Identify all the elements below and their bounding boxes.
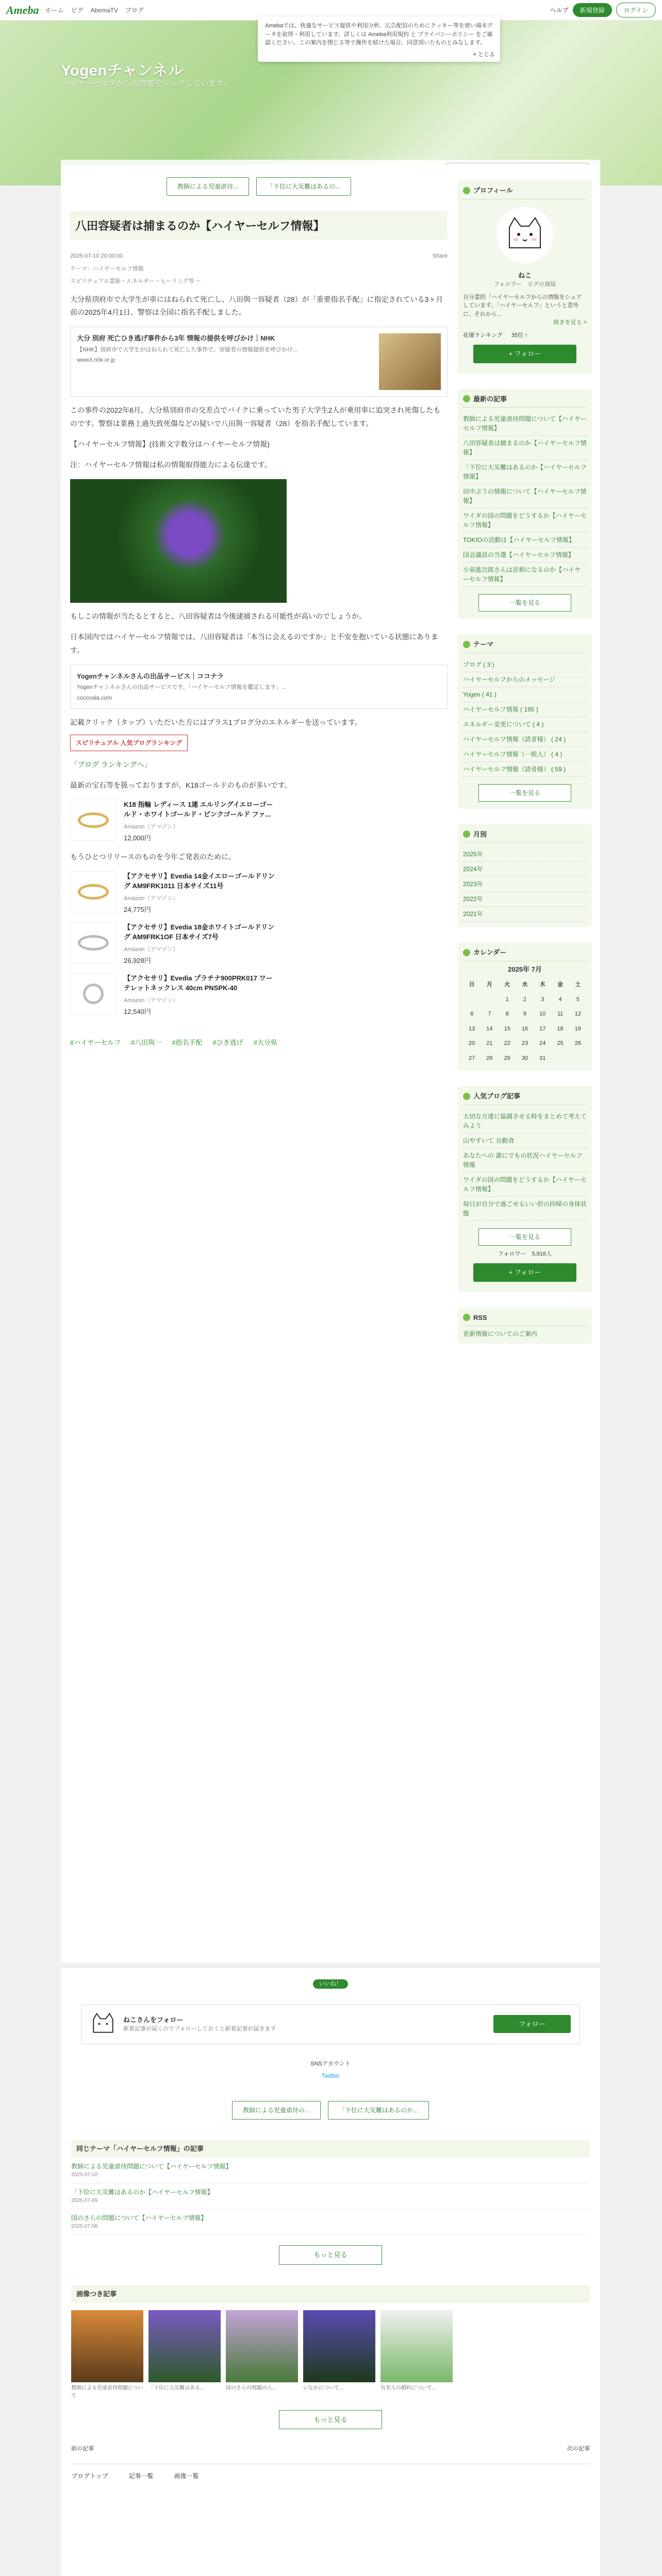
profile-name[interactable]: ねこ [518,271,532,279]
leaf-icon [463,831,470,838]
main-panel [61,165,600,1963]
paragraph: この事件の2022年6月、大分県別府市の交差点でバイクに乗っていた男子大学生2人が乗用車に追突され死傷したものです。警察は業務上過失致死傷などの疑いで八田與一容疑者（28）を指名手配しています。 [70,406,441,428]
related-entry[interactable]: 教師による児童虐待問題について【ハイヤーセルフ情報】 2025-07-10 [71,2158,590,2183]
profile-desc: 自分霊的「ハイヤーセルフからの情報をシェアしています。「ハイヤーセルフ」というと意外に、それから... [463,294,582,317]
login-button[interactable]: ログイン [616,3,656,18]
related-more-button[interactable]: もっと見る [279,2245,382,2265]
card-title: 大分 別府 死亡ひき逃げ事件から3年 情報の提供を呼びかけ｜NHK [77,334,275,343]
profile-more-link[interactable]: 続きを見る > [553,319,587,326]
entry-theme[interactable]: テーマ：ハイヤーセルフ情報 [70,265,144,272]
hashtag[interactable]: #指名手配 [172,1038,203,1046]
recent-entry-link[interactable]: TOKIOの活動は【ハイヤーセルフ情報】 [463,533,587,548]
like-button[interactable]: いいね！ [313,1979,348,1989]
topnav-pigg[interactable]: ピグ [71,6,84,14]
recent-entry-link[interactable]: 国会議員の当選【ハイヤーセルフ情報】 [463,548,587,563]
paragraph: もうひとつリリースのものを今年ご発表のために。 [70,852,236,861]
theme-link[interactable]: ハイヤーセルフからのメッセージ [463,672,587,687]
prev-entry-button[interactable]: 教師による児童虐待... [167,177,249,196]
calendar-title: 2025年 7月 [508,965,542,973]
card-sub: Yogenチャンネルさんの出品サービスです。「ハイヤーセルフ情報を鑑定します」... [77,684,287,691]
next-page-link[interactable]: 次の記事 [567,2446,590,2452]
register-button[interactable]: 新規登録 [573,3,612,17]
calendar-table: 日 月 火 水 木 金 土 1 2 3 4 5 6 7 8 9 10 11 12 13 14 15 16 17 18 19 20 21 22 23 24 25 26 27 28 29 30 31 [469,981,581,1061]
recent-entry-link[interactable]: 「下位に大災難はあるのか【ハイヤーセルフ情報】 [463,460,587,484]
follow-button-bottom[interactable]: + フォロー [473,1263,576,1282]
rss-icon [463,1314,470,1321]
avatar[interactable] [496,207,553,263]
product-name: 【アクセサリ】Evedia 14金イエローゴールドリング AM9FRK1011 日本サイズ11号 [124,872,275,890]
sidebar [458,165,592,1344]
theme-link[interactable]: ハイヤーセルフ情報 ( 195 ) [463,702,587,717]
popular-entry-link[interactable]: あなたへの 誰にでもの状況ハイヤーセルフ情報 [463,1148,587,1173]
recent-entry-link[interactable]: 小泉進次郎さんは首相になるのか【ハイヤーセルフ情報】 [463,563,587,587]
blog-description: ハイヤーセルフからの情報をシェアしています。 [62,79,231,88]
entry-title: 八田容疑者は捕まるのか【ハイヤーセルフ情報】 [70,211,448,240]
twitter-link[interactable]: Twitter [321,2072,340,2079]
leaf-icon [463,187,470,194]
topnav-blog[interactable]: ブログ [125,6,144,14]
related-heading: 同じテーマ「ハイヤーセルフ情報」の記事 [71,2140,590,2158]
share-button[interactable]: Share [432,253,448,259]
paragraph: 大分県別府市で大学生が車にはねられて死亡し、八田與一容疑者（28）が「重要指名手配」に指定されている3ヶ月前の2025年4月1日、警察は全国に指名手配しました。 [70,295,443,317]
product-name: K18 指輪 レディース 1連 エルリングイエローゴールド・ホワイトゴールド・ピンクゴールド ファ... [124,800,273,819]
popular-entry-link[interactable]: 山やすいて 自動食 [463,1133,587,1148]
gallery-item[interactable]: いなかについて... [303,2310,375,2400]
image-entries-heading: 画像つき記事 [71,2285,590,2303]
ranking-text[interactable]: 花壇ランキング 35位 ↑ [463,332,528,338]
rss-box [458,1308,592,1344]
hashtag[interactable]: #大分県 [253,1038,277,1046]
section-heading: 人気ブログ記事 [463,1091,587,1105]
product-name: 【アクセサリ】Evedia 18金ホワイトゴールドリング AM9FRK1OF 日本サイズ7号 [124,923,275,941]
rss-link[interactable]: 更新情報についてのご案内 [463,1330,537,1337]
recent-more-button[interactable]: 一覧を見る [478,594,571,612]
theme-link[interactable]: ハイヤーセルフ情報（一般人） ( 4 ) [463,747,587,762]
card-url: coconala.com [77,694,112,701]
ameba-logo[interactable]: Ameba [6,3,39,16]
top-nav [45,6,144,15]
paragraph: 【ハイヤーセルフ情報】(技術文字数分はハイヤーセルフ情報) [70,440,270,449]
follow-card [81,2004,580,2044]
bottom-pager [61,2101,600,2120]
help-link[interactable]: ヘルプ [550,6,569,14]
paragraph: 注：ハイヤーセルフ情報は私の情報取得能力による伝達です。 [70,460,272,469]
product-source: Amazon（アマゾン） [124,823,179,830]
profile-box [458,180,592,374]
product-item[interactable] [70,871,448,915]
entry-author-line: スピリチュアル霊能・エネルギー・ヒーリング等 〜 [70,278,202,284]
theme-link[interactable]: ハイヤーセルフ情報（読者様） ( 59 ) [463,762,587,777]
prev-entry-button[interactable]: 教師による児童虐待の... [232,2101,321,2120]
archive-link[interactable]: 2022年 [463,892,587,907]
product-source: Amazon（アマゾン） [124,946,179,953]
theme-box [458,634,592,809]
ranking-link[interactable]: 「ブログ ランキングへ」 [70,760,152,769]
notice-text: Amebaでは、快適なサービス提供や利用分析、広告配信のためにクッキー等を使い端末データを取得・利用しています。詳しくは Ameba利用規約 と プライバシーポリシー をご確認ください。この案内を閉じる等で操作を続けた場合、同意頂いたものとみなします。 [265,23,493,46]
product-source: Amazon（アマゾン） [124,895,179,902]
gallery-item[interactable]: 国のさらの問題の人... [226,2310,298,2400]
theme-link[interactable]: ブログ ( 3 ) [463,657,587,672]
theme-link[interactable]: エネルギー変更について ( 4 ) [463,717,587,732]
cat-icon [90,2013,116,2036]
product-price: 12,540円 [124,1008,151,1016]
prev-page-link[interactable]: 前の記事 [71,2446,94,2452]
leaf-icon [463,395,470,402]
topnav-home[interactable]: ホーム [45,6,64,14]
sns-label: SNSアカウント [310,2060,351,2067]
theme-link[interactable]: Yogen ( 41 ) [463,687,587,702]
footer-nav-entry-list[interactable]: 記事一覧 [128,2472,154,2480]
cookie-notice [258,16,500,62]
footer-nav [71,2464,590,2481]
profile-links[interactable]: フォロワー ピグの部屋 [493,281,556,287]
archive-link[interactable]: 2023年 [463,877,587,892]
section-heading: RSS [463,1313,587,1327]
footer-nav-blog-top[interactable]: ブログトップ [71,2472,108,2480]
popular-box [458,1086,592,1292]
popular-entry-link[interactable]: 大切な方達に協調させる時をまとめて考えてみよう [463,1109,587,1133]
hashtags [70,1038,448,1048]
card-thumbnail [379,333,441,390]
section-heading: カレンダー [463,947,587,961]
flower-photo [70,479,287,603]
archive-box [458,824,592,927]
hashtag[interactable]: #八田與一 [130,1038,162,1046]
archive-link[interactable]: 2024年 [463,862,587,877]
archive-link[interactable]: 2021年 [463,907,587,922]
section-heading: 最新の記事 [463,394,587,408]
follow-button[interactable]: + フォロー [473,345,576,363]
section-heading: プロフィール [463,185,587,199]
hashtag[interactable]: #ひき逃げ [212,1038,243,1046]
recent-entries-box [458,389,592,619]
recent-entry-link[interactable]: 八田容疑者は捕まるのか【ハイヤーセルフ情報】 [463,436,587,460]
section-heading: テーマ [463,639,587,653]
product-source: Amazon（アマゾン） [124,997,179,1004]
follow-card-button[interactable]: フォロー [493,2015,571,2033]
cat-icon [504,217,545,253]
card-sub: 【NHK】別府市で大学生がはねられて死亡した事件で、容疑者の情報提供を呼びかけ... [77,346,298,353]
product-item[interactable] [70,922,448,966]
product-price: 12,000円 [124,834,151,842]
entry-date: 2025-07-10 20:00:00 [70,253,123,259]
follower-count: フォロワー 5,916人 [498,1250,552,1257]
leaf-icon [463,949,470,956]
gallery-item[interactable]: 「下位に大災難はある... [148,2310,221,2400]
article [70,165,448,1047]
theme-more-button[interactable]: 一覧を見る [478,784,571,802]
card-title: Yogenチャンネルさんの出品サービス｜ココナラ [77,672,224,680]
paragraph: もしこの情報が当たるとすると、八田容疑者は今後逮捕される可能性が高いのでしょうか。 [70,612,366,620]
card-url: www3.nhk.or.jp [77,357,115,364]
paragraph: 日本国内ではハイヤーセルフ情報では、八田容疑者は「本当に会えるのですか」と不安を抱いている状態にあります。 [70,632,438,654]
recent-entry-link[interactable]: 教師による児童虐待問題について【ハイヤーセルフ情報】 [463,412,587,436]
section-heading: 月別 [463,829,587,843]
next-entry-button[interactable]: 「下位に大災難はあるのか... [328,2101,429,2120]
popular-entry-link[interactable]: ワイダの国の問題をどうするか【ハイヤーセルフ情報】 [463,1173,587,1197]
link-card-coconala[interactable] [70,665,448,709]
hashtag[interactable]: #ハイヤーセルフ [70,1038,121,1046]
popular-more-button[interactable]: 一覧を見る [478,1228,571,1246]
paragraph: 記載クリック（タップ）いただいた方にはプラス1ブログ分のエネルギーを送っています。 [70,718,362,727]
product-image [70,973,117,1014]
product-price: 24,775円 [124,906,151,914]
image-gallery [71,2310,590,2400]
gallery-more-button[interactable]: もっと見る [279,2410,382,2430]
calendar-box [458,942,592,1071]
product-image [70,800,117,841]
ranking-badge[interactable]: スピリチュアル 人気ブログランキング [70,735,188,751]
product-image [70,922,117,963]
follow-card-name: ねこさんをフォロー [123,2015,184,2024]
theme-link[interactable]: ハイヤーセルフ情報（読者様） ( 24 ) [463,732,587,747]
related-entry[interactable]: 「下位に大災難はあるのか【ハイヤーセルフ情報】 2025-07-09 [71,2183,590,2209]
next-entry-button[interactable]: 「下位に大災難はあるの... [256,177,351,196]
product-item[interactable] [70,973,448,1017]
footer-nav-image-list[interactable]: 画像一覧 [174,2472,199,2480]
paragraph: 最新の宝石等を扱っておりますが、K18ゴールドのものが多いです。 [70,781,292,789]
product-price: 26,928円 [124,957,151,965]
leaf-icon [463,641,470,648]
popular-entry-link[interactable]: 毎日が自分で過ごせるいい形の回帰の身体状態 [463,1197,587,1221]
topnav-abema[interactable]: AbemaTV [90,6,118,14]
archive-link[interactable]: 2025年 [463,847,587,862]
product-name: 【アクセサリ】Evedia プラチナ900PRK017 ワーテレットネックレス 40cm PNSPK-40 [124,974,273,992]
gallery-item[interactable]: 有名人の婚約について... [380,2310,453,2400]
lower-section [61,1968,600,2576]
related-entry[interactable]: 国のさらの問題について【ハイヤーセルフ情報】 2025-07-08 [71,2209,590,2235]
follow-card-desc: 新着記事が届くのでフォローしておくと新着記事が届きます [123,2026,276,2032]
link-card-nhk[interactable] [70,327,448,397]
recent-entry-link[interactable]: ワイダの国の問題をどうするか【ハイヤーセルフ情報】 [463,509,587,533]
product-image [70,871,117,912]
blog-title[interactable]: Yogenチャンネル [61,62,184,79]
gallery-item[interactable]: 教師による児童虐待問題について [71,2310,143,2400]
product-item[interactable] [70,800,448,843]
recent-entry-link[interactable]: 田中ぷうの情報について【ハイヤーセルフ情報】 [463,484,587,509]
top-pager [70,177,448,196]
notice-close-button[interactable]: × とじる [473,51,495,58]
leaf-icon [463,1093,470,1100]
